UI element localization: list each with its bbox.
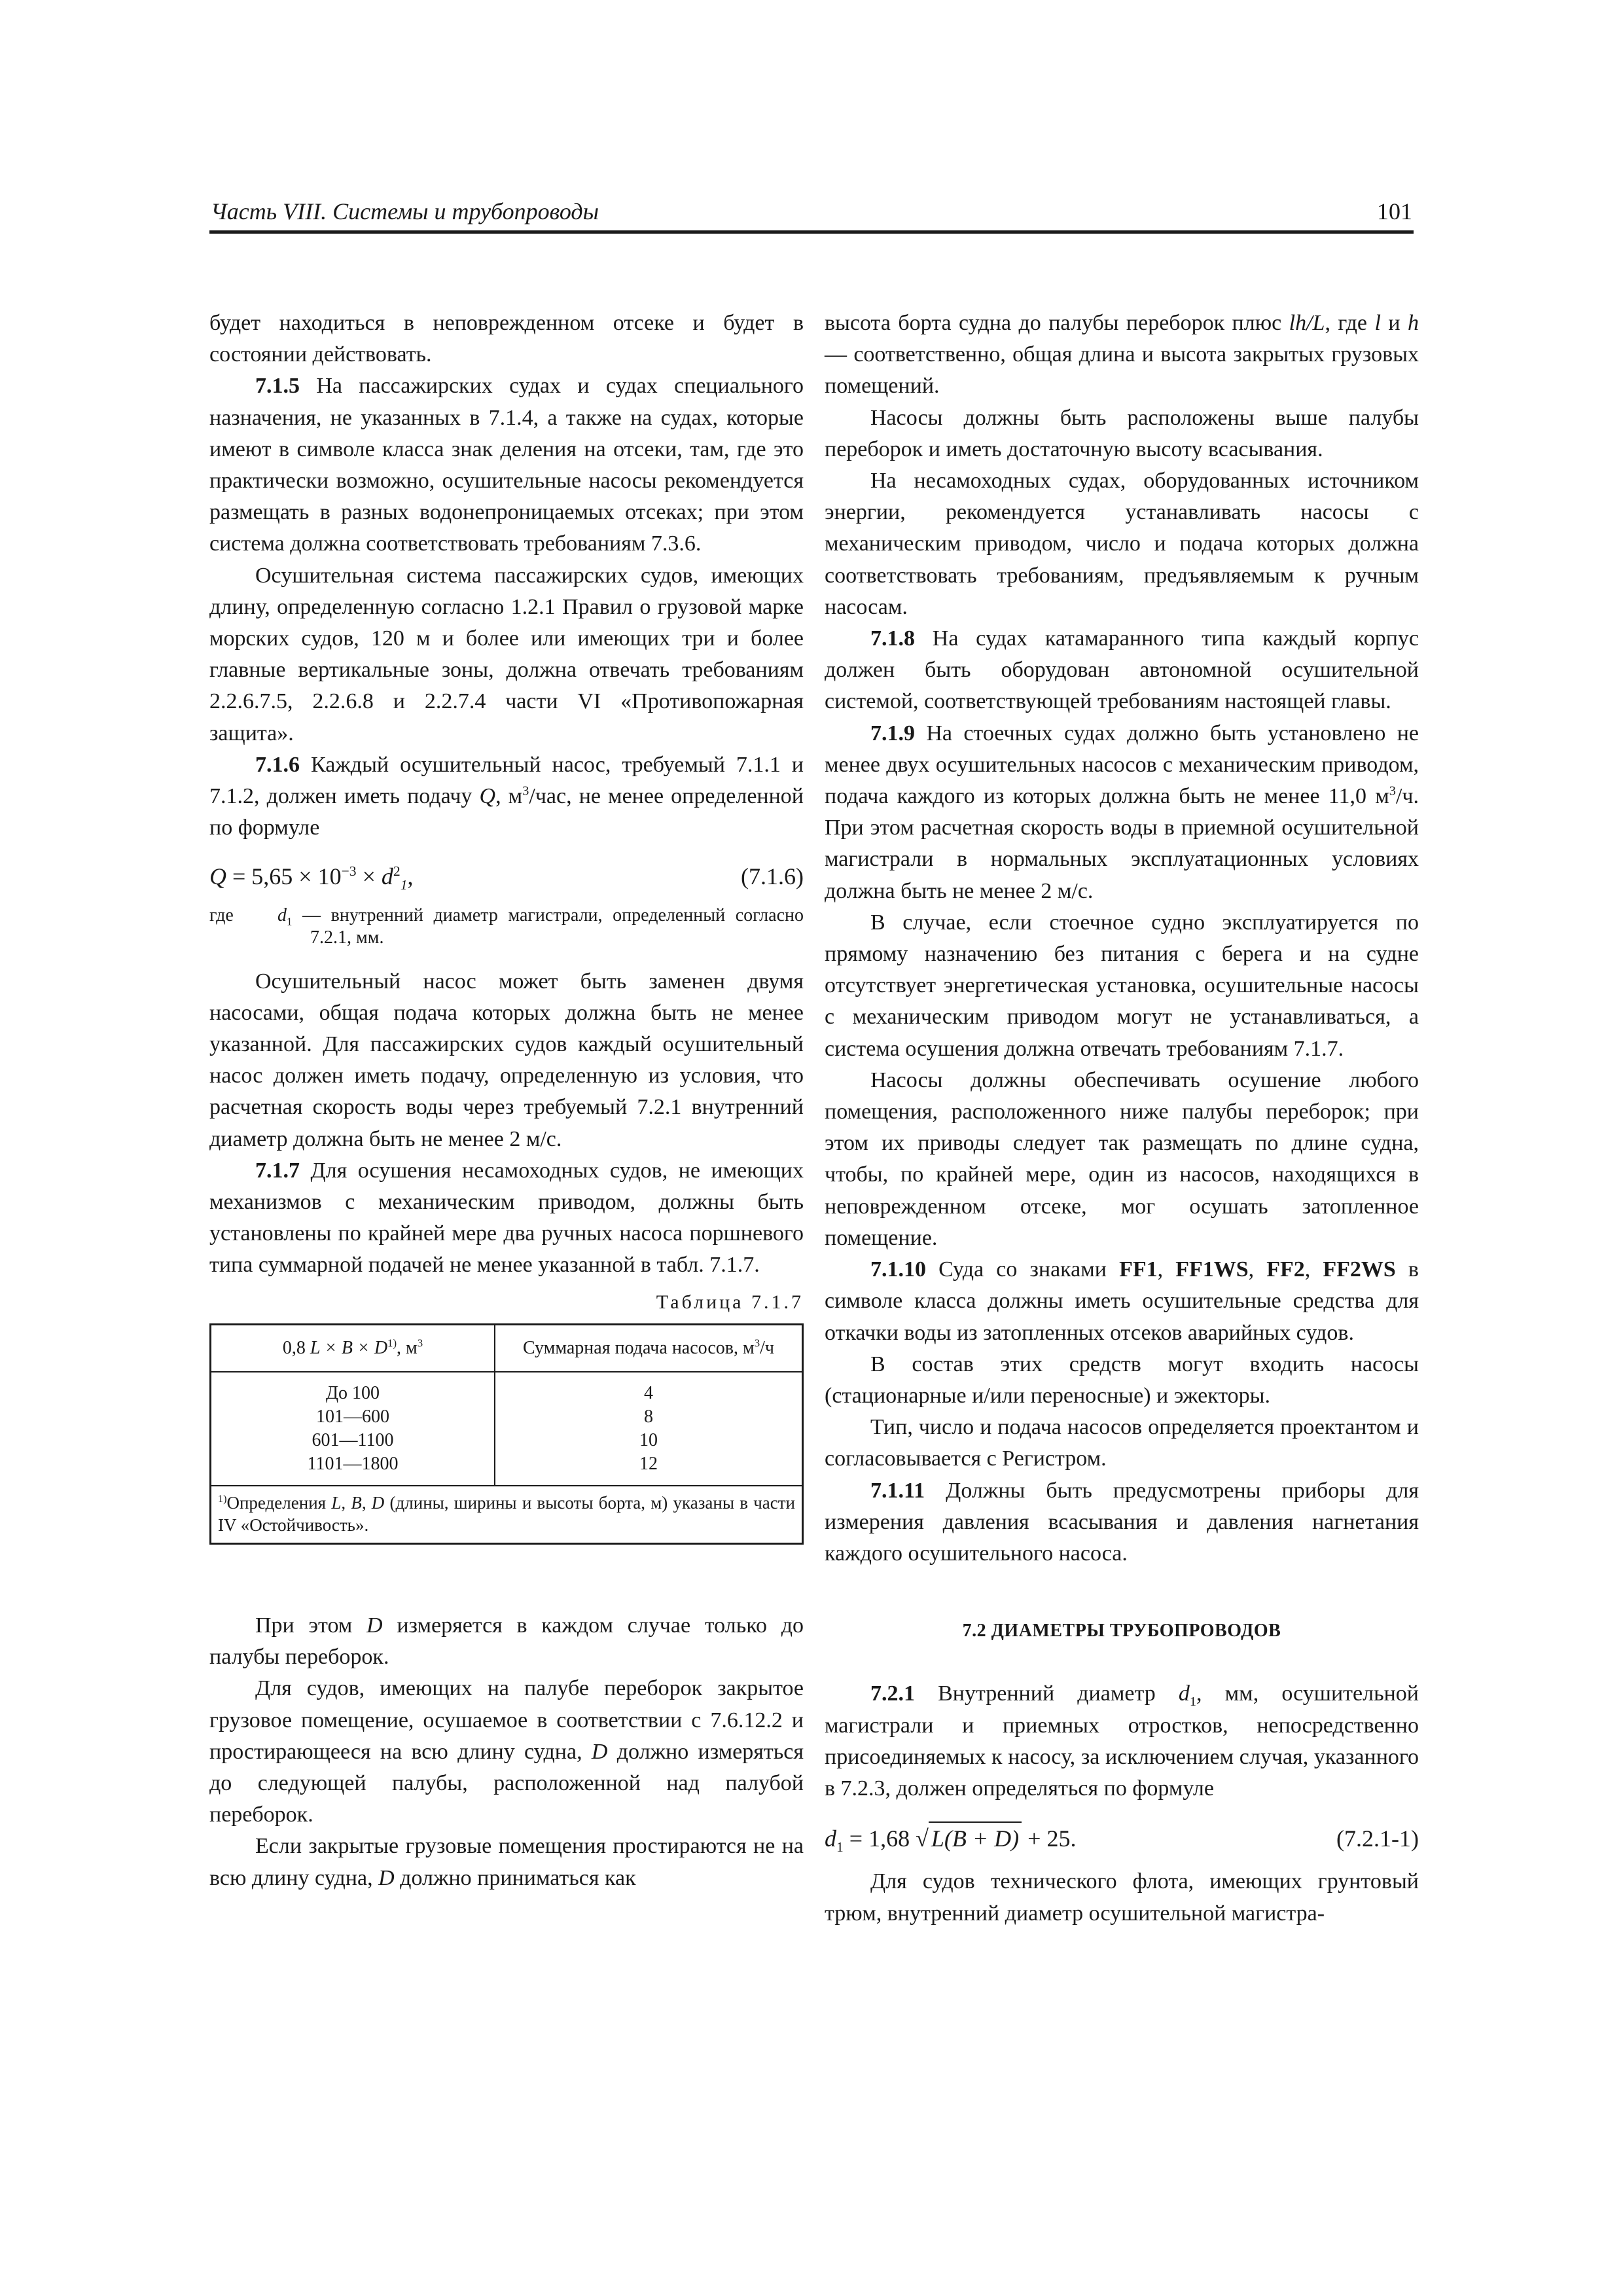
math-var: h bbox=[1407, 311, 1419, 335]
paragraph-text: Насосы должны обеспечивать осушение любого помещения, расположенного ниже палубы переборок; при этом их приводы следует так размещать по длине судна, чтобы, по крайней мере, один из насосов, находящихся в неповрежденном отсеке, мог осушать затопленное помещение. bbox=[825, 1067, 1419, 1250]
superscript: 3 bbox=[1389, 783, 1396, 798]
superscript: 1) bbox=[387, 1336, 397, 1350]
table-footnote bbox=[211, 1486, 802, 1543]
math-var: d bbox=[277, 905, 287, 925]
paragraph bbox=[209, 1610, 804, 1673]
paragraph-text: , bbox=[1304, 1257, 1323, 1282]
paragraph-text: , м bbox=[495, 784, 523, 809]
table-cell: 1101—1800 bbox=[307, 1453, 399, 1474]
superscript: 3 bbox=[417, 1336, 423, 1350]
table-7-1-7 bbox=[209, 1323, 804, 1545]
paragraph bbox=[825, 403, 1419, 465]
paragraph-text: Тип, число и подача насосов определяется проектантом и согласовывается с Регистром. bbox=[825, 1415, 1419, 1471]
legend-description: — внутренний диаметр магистрали, определенный согласно 7.2.1, мм. bbox=[292, 905, 804, 948]
running-header-title: Часть VIII. Системы и трубопроводы bbox=[211, 198, 599, 224]
math-var: d bbox=[381, 863, 393, 890]
clause-7-2-1 bbox=[825, 1678, 1419, 1804]
math-var: L, B, D bbox=[331, 1492, 385, 1513]
formula-7-1-6 bbox=[209, 861, 804, 892]
paragraph-text: Каждый осушительный насос, требуемый 7.1.1 и 7.1.2, должен иметь подачу bbox=[209, 752, 804, 809]
superscript: 3 bbox=[522, 783, 529, 798]
paragraph bbox=[209, 966, 804, 1155]
paragraph-text: , bbox=[1248, 1257, 1267, 1282]
paragraph bbox=[825, 308, 1419, 403]
table-header-cell bbox=[495, 1325, 802, 1371]
superscript: 1) bbox=[218, 1492, 227, 1505]
clause-number: 7.1.5 bbox=[255, 374, 300, 399]
paragraph-text: Для судов технического флота, имеющих грунтовый трюм, внутренний диаметр осушительной магистра- bbox=[825, 1869, 1419, 1926]
legend-word: где bbox=[209, 905, 234, 925]
paragraph bbox=[825, 1065, 1419, 1254]
header-text: /ч bbox=[760, 1337, 774, 1358]
legend-text bbox=[277, 905, 804, 949]
paragraph bbox=[825, 1349, 1419, 1412]
table-header-row bbox=[211, 1325, 802, 1372]
paragraph-text: На пассажирских судах и судах специального назначения, не указанных в 7.1.4, а также на судах, которые имеют в символе класса знак деления на отсеки, там, где это практически возможно, осушительные насосы рекомендуется размещать в разных водонепроницаемых отсеках; при этом система должна соответствовать требованиям 7.3.6. bbox=[209, 374, 804, 556]
math-var: D bbox=[366, 1613, 383, 1638]
subscript: 1 bbox=[1189, 1695, 1197, 1710]
footnote-text: (длины, ширины и высоты борта, м) указаны в части IV «Остойчивость». bbox=[218, 1492, 795, 1535]
paragraph bbox=[209, 308, 804, 370]
math-text: = 1,68 bbox=[843, 1825, 916, 1852]
clause-7-1-5 bbox=[209, 370, 804, 560]
clause-7-1-10 bbox=[825, 1254, 1419, 1349]
formula-7-2-1-1 bbox=[825, 1821, 1419, 1854]
paragraph-text: высота борта судна до палубы переборок плюс bbox=[825, 311, 1289, 335]
header-text: , м bbox=[397, 1337, 418, 1358]
subscript: 1 bbox=[287, 915, 293, 928]
clause-number: 7.1.6 bbox=[255, 752, 300, 777]
table-cell: 12 bbox=[639, 1453, 658, 1474]
table-cell: 4 bbox=[644, 1382, 653, 1403]
paragraph-text: /час, не менее определенной по формуле bbox=[209, 784, 804, 840]
table-body bbox=[211, 1372, 802, 1486]
paragraph-text: На стоечных судах должно быть установлено не менее двух осушительных насосов с механическим приводом, подача каждого из которых должна быть не менее 11,0 м bbox=[825, 721, 1419, 809]
table-cell: 601—1100 bbox=[312, 1429, 394, 1450]
clause-7-1-6 bbox=[209, 749, 804, 844]
math-text: + 25. bbox=[1022, 1825, 1077, 1852]
table-cell: 10 bbox=[639, 1429, 658, 1450]
paragraph-text: Должны быть предусмотрены приборы для измерения давления всасывания и давления нагнетания каждого осушительного насоса. bbox=[825, 1478, 1419, 1566]
math-text: , bbox=[407, 863, 414, 890]
clause-7-1-11 bbox=[825, 1475, 1419, 1570]
paragraph-text: В состав этих средств могут входить насосы (стационарные и/или переносные) и эжекторы. bbox=[825, 1352, 1419, 1408]
math-var: l bbox=[1374, 311, 1381, 335]
paragraph-text: — соответственно, общая длина и высота закрытых грузовых помещений. bbox=[825, 342, 1419, 399]
paragraph-text: /ч. При этом расчетная скорость воды в приемной осушительной магистрали в нормальных эксплуатационных условиях должна быть не менее 2 м/с. bbox=[825, 784, 1419, 903]
superscript: −3 bbox=[341, 863, 357, 880]
math-var: D bbox=[591, 1739, 608, 1764]
paragraph bbox=[825, 1866, 1419, 1929]
paragraph-text: Внутренний диаметр bbox=[915, 1681, 1179, 1706]
paragraph bbox=[825, 465, 1419, 623]
math-var: Q bbox=[479, 784, 496, 809]
footnote-text: Определения bbox=[226, 1492, 332, 1513]
class-notation: FF1 bbox=[1119, 1257, 1158, 1282]
paragraph-text: Для осушения несамоходных судов, не имеющих механизмов с механическим приводом, должны быть установлены по крайней мере два ручных насоса поршневого типа суммарной подачей не менее указанной в табл. 7.1.7. bbox=[209, 1158, 804, 1278]
table-caption: Таблица 7.1.7 bbox=[656, 1291, 804, 1313]
paragraph-text: , bbox=[1157, 1257, 1176, 1282]
paragraph-text: в символе класса должны иметь осушительные средства для откачки воды из затопленных отсеков аварийных судов. bbox=[825, 1257, 1419, 1345]
paragraph bbox=[209, 560, 804, 749]
math-var: L × B × D bbox=[310, 1337, 388, 1358]
subscript: 1 bbox=[836, 1839, 844, 1856]
paragraph-text: Если закрытые грузовые помещения простираются не на всю длину судна, bbox=[209, 1834, 804, 1890]
paragraph bbox=[209, 1831, 804, 1893]
right-column bbox=[825, 308, 1419, 1929]
square-root bbox=[916, 1821, 1022, 1854]
table-column-range bbox=[211, 1372, 495, 1485]
paragraph-text: измеряется в каждом случае только до палубы переборок. bbox=[209, 1613, 804, 1670]
paragraph-text: В случае, если стоечное судно эксплуатируется по прямому назначению без питания с берега и на судне отсутствует энергетическая установка, осушительные насосы с механическим приводом могут не устанавливаться, а система осушения должна отвечать требованиям 7.1.7. bbox=[825, 910, 1419, 1061]
root-sign: √ bbox=[916, 1825, 929, 1852]
clause-number: 7.1.10 bbox=[870, 1257, 926, 1282]
paragraph-text: , где bbox=[1325, 311, 1375, 335]
left-column bbox=[209, 308, 804, 1894]
math-var: d bbox=[825, 1825, 836, 1852]
paragraph-text: При этом bbox=[255, 1613, 367, 1638]
formula-body bbox=[825, 1821, 1076, 1854]
formula-number: (7.2.1-1) bbox=[1336, 1825, 1419, 1852]
radicand: L(B + D) bbox=[929, 1821, 1022, 1854]
paragraph-text: На несамоходных судах, оборудованных источником энергии, рекомендуется устанавливать насосы с механическим приводом, число и подача которых должна соответствовать требованиям, предъявляемым к ручным насосам. bbox=[825, 469, 1419, 619]
header-text: Суммарная подача насосов, м bbox=[523, 1337, 755, 1358]
math-var: lh/L bbox=[1289, 311, 1325, 335]
page-number: 101 bbox=[1377, 198, 1412, 224]
paragraph-text: Насосы должны быть расположены выше палубы переборок и иметь достаточную высоту всасывания. bbox=[825, 405, 1419, 461]
section-title: 7.2 ДИАМЕТРЫ ТРУБОПРОВОДОВ bbox=[962, 1621, 1281, 1641]
paragraph-text: будет находиться в неповрежденном отсеке и будет в состоянии действовать. bbox=[209, 311, 804, 367]
class-notation: FF2 bbox=[1266, 1257, 1305, 1282]
formula-number: (7.1.6) bbox=[741, 863, 804, 890]
paragraph bbox=[209, 1673, 804, 1831]
table-cell: До 100 bbox=[325, 1382, 380, 1403]
clause-number: 7.1.7 bbox=[255, 1158, 300, 1183]
math-var: D bbox=[378, 1865, 395, 1890]
paragraph-text: Осушительная система пассажирских судов, имеющих длину, определенную согласно 1.2.1 Правил о грузовой марке морских судов, 120 м и более или имеющих три и более главные вертикальные зоны, должна отвечать требованиям 2.2.6.7.5, 2.2.6.8 и 2.2.7.4 части VI «Противопожарная защита». bbox=[209, 563, 804, 745]
paragraph bbox=[825, 1412, 1419, 1475]
clause-number: 7.1.9 bbox=[870, 721, 915, 745]
clause-7-1-9 bbox=[825, 718, 1419, 907]
paragraph-text: и bbox=[1380, 311, 1408, 335]
table-header-cell bbox=[211, 1325, 495, 1371]
table-column-value bbox=[495, 1372, 802, 1485]
paragraph-text: , мм, осушительной магистрали и приемных отростков, непосредственно присоединяемых к насосу, за исключением случая, указанного в 7.2.3, должен определяться по формуле bbox=[825, 1681, 1419, 1801]
table-cell: 8 bbox=[644, 1406, 653, 1427]
paragraph-text: Осушительный насос может быть заменен двумя насосами, общая подача которых должна быть не менее указанной. Для пассажирских судов каждый осушительный насос должен иметь подачу, определенную из условия, что расчетная скорость воды через требуемый 7.2.1 внутренний диаметр должна быть не менее 2 м/с. bbox=[209, 969, 804, 1151]
clause-number: 7.1.8 bbox=[870, 626, 915, 651]
class-notation: FF2WS bbox=[1323, 1257, 1396, 1282]
formula-legend bbox=[209, 905, 804, 949]
paragraph-text: должно приниматься как bbox=[394, 1865, 636, 1890]
math-text: = 5,65 × 10 bbox=[226, 863, 342, 890]
header-rule bbox=[209, 230, 1414, 234]
paragraph-text: На судах катамаранного типа каждый корпус должен быть оборудован автономной осушительной системой, соответствующей требованиям настоящей главы. bbox=[825, 626, 1419, 714]
table-cell: 101—600 bbox=[316, 1406, 389, 1427]
clause-7-1-8 bbox=[825, 623, 1419, 718]
formula-body bbox=[209, 861, 414, 892]
paragraph-text: Для судов, имеющих на палубе переборок закрытое грузовое помещение, осушаемое в соответствии с 7.6.12.2 и простирающееся на всю длину судна, bbox=[209, 1676, 804, 1764]
clause-number: 7.2.1 bbox=[870, 1681, 915, 1706]
superscript: 2 bbox=[393, 863, 401, 880]
subscript: 1 bbox=[400, 877, 408, 893]
paragraph bbox=[825, 907, 1419, 1065]
paragraph-text: должно измеряться до следующей палубы, расположенной над палубой переборок. bbox=[209, 1739, 804, 1827]
superscript: 3 bbox=[754, 1336, 760, 1350]
header-text: 0,8 bbox=[282, 1337, 310, 1358]
math-text: × bbox=[356, 863, 382, 890]
math-var: d bbox=[1178, 1681, 1190, 1706]
clause-7-1-7 bbox=[209, 1155, 804, 1282]
clause-number: 7.1.11 bbox=[870, 1478, 925, 1503]
math-var: Q bbox=[209, 863, 226, 890]
class-notation: FF1WS bbox=[1175, 1257, 1249, 1282]
paragraph-text: Суда со знаками bbox=[926, 1257, 1120, 1282]
